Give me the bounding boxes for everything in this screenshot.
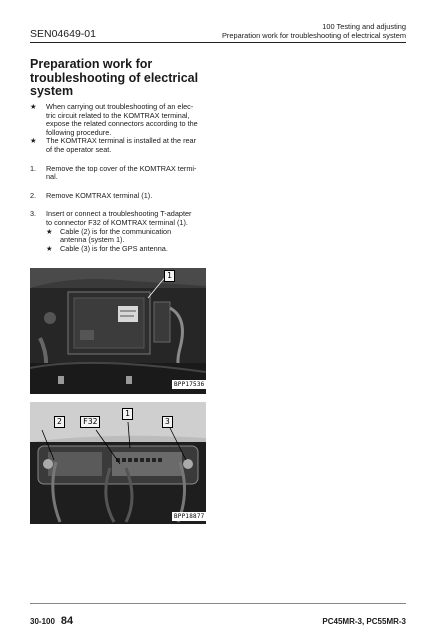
text-line: tric circuit related to the KOMTRAX terminal, [46, 110, 190, 120]
page-number [30, 615, 73, 627]
figure-code: BPP17536 [174, 381, 205, 388]
step-number: 2. [30, 190, 37, 200]
procedure-text [30, 103, 210, 253]
text-line: Remove KOMTRAX terminal (1). [46, 190, 153, 200]
callout-label: 1 [122, 408, 133, 420]
text-line: Remove the top cover of the KOMTRAX termi- [46, 163, 197, 173]
note-item [30, 103, 210, 137]
section-name: 100 Testing and adjusting [322, 22, 406, 31]
step-number: 3. [30, 209, 37, 219]
photo-illustration [30, 268, 206, 394]
callout-label: 2 [54, 416, 65, 428]
sub-note [30, 228, 210, 245]
sub-note [30, 245, 210, 254]
text-line: of the operator seat. [46, 144, 112, 154]
text-line: antenna (system 1). [60, 235, 125, 245]
star-marker: ★ [30, 102, 37, 111]
komtrax-terminal-photo [30, 268, 206, 394]
callout-label: 3 [162, 416, 173, 428]
figure-code: BPP18877 [174, 513, 205, 520]
text-line: nal. [46, 172, 58, 182]
text-line: following procedure. [46, 127, 112, 137]
callout-label: F32 [80, 416, 100, 428]
footer-rule [30, 603, 406, 604]
step-number: 1. [30, 163, 37, 173]
document-code: SEN04649-01 [30, 28, 96, 40]
text-line: Insert or connect a troubleshooting T-adapter [46, 209, 192, 219]
model-names: PC45MR-3, PC55MR-3 [322, 617, 406, 626]
text-line: to connector F32 of KOMTRAX terminal (1). [46, 217, 188, 227]
text-line: Cable (2) is for the communication [60, 226, 172, 236]
page-title [30, 58, 220, 99]
title-line: system [30, 84, 74, 98]
text-line: When carrying out troubleshooting of an elec- [46, 102, 194, 111]
title-line: troubleshooting of electrical [30, 70, 199, 85]
note-item [30, 137, 210, 154]
step-item [30, 192, 210, 201]
section-number: 30-100 [30, 617, 55, 626]
step-item [30, 210, 210, 227]
star-marker: ★ [46, 243, 53, 253]
header-rule [30, 42, 406, 43]
text-line: Cable (3) is for the GPS antenna. [60, 243, 168, 253]
subsection-name: Preparation work for troubleshooting of electrical system [221, 31, 406, 40]
star-marker: ★ [46, 226, 53, 236]
connector-f32-photo [30, 402, 206, 524]
text-line: expose the related connectors according to the [46, 119, 198, 129]
running-header [222, 22, 406, 40]
text-line: The KOMTRAX terminal is installed at the rear [46, 136, 197, 146]
page-number-value: 84 [60, 615, 74, 627]
callout-label: 1 [164, 270, 175, 282]
star-marker: ★ [30, 136, 37, 146]
step-item [30, 165, 210, 182]
title-line: Preparation work for [30, 57, 153, 71]
